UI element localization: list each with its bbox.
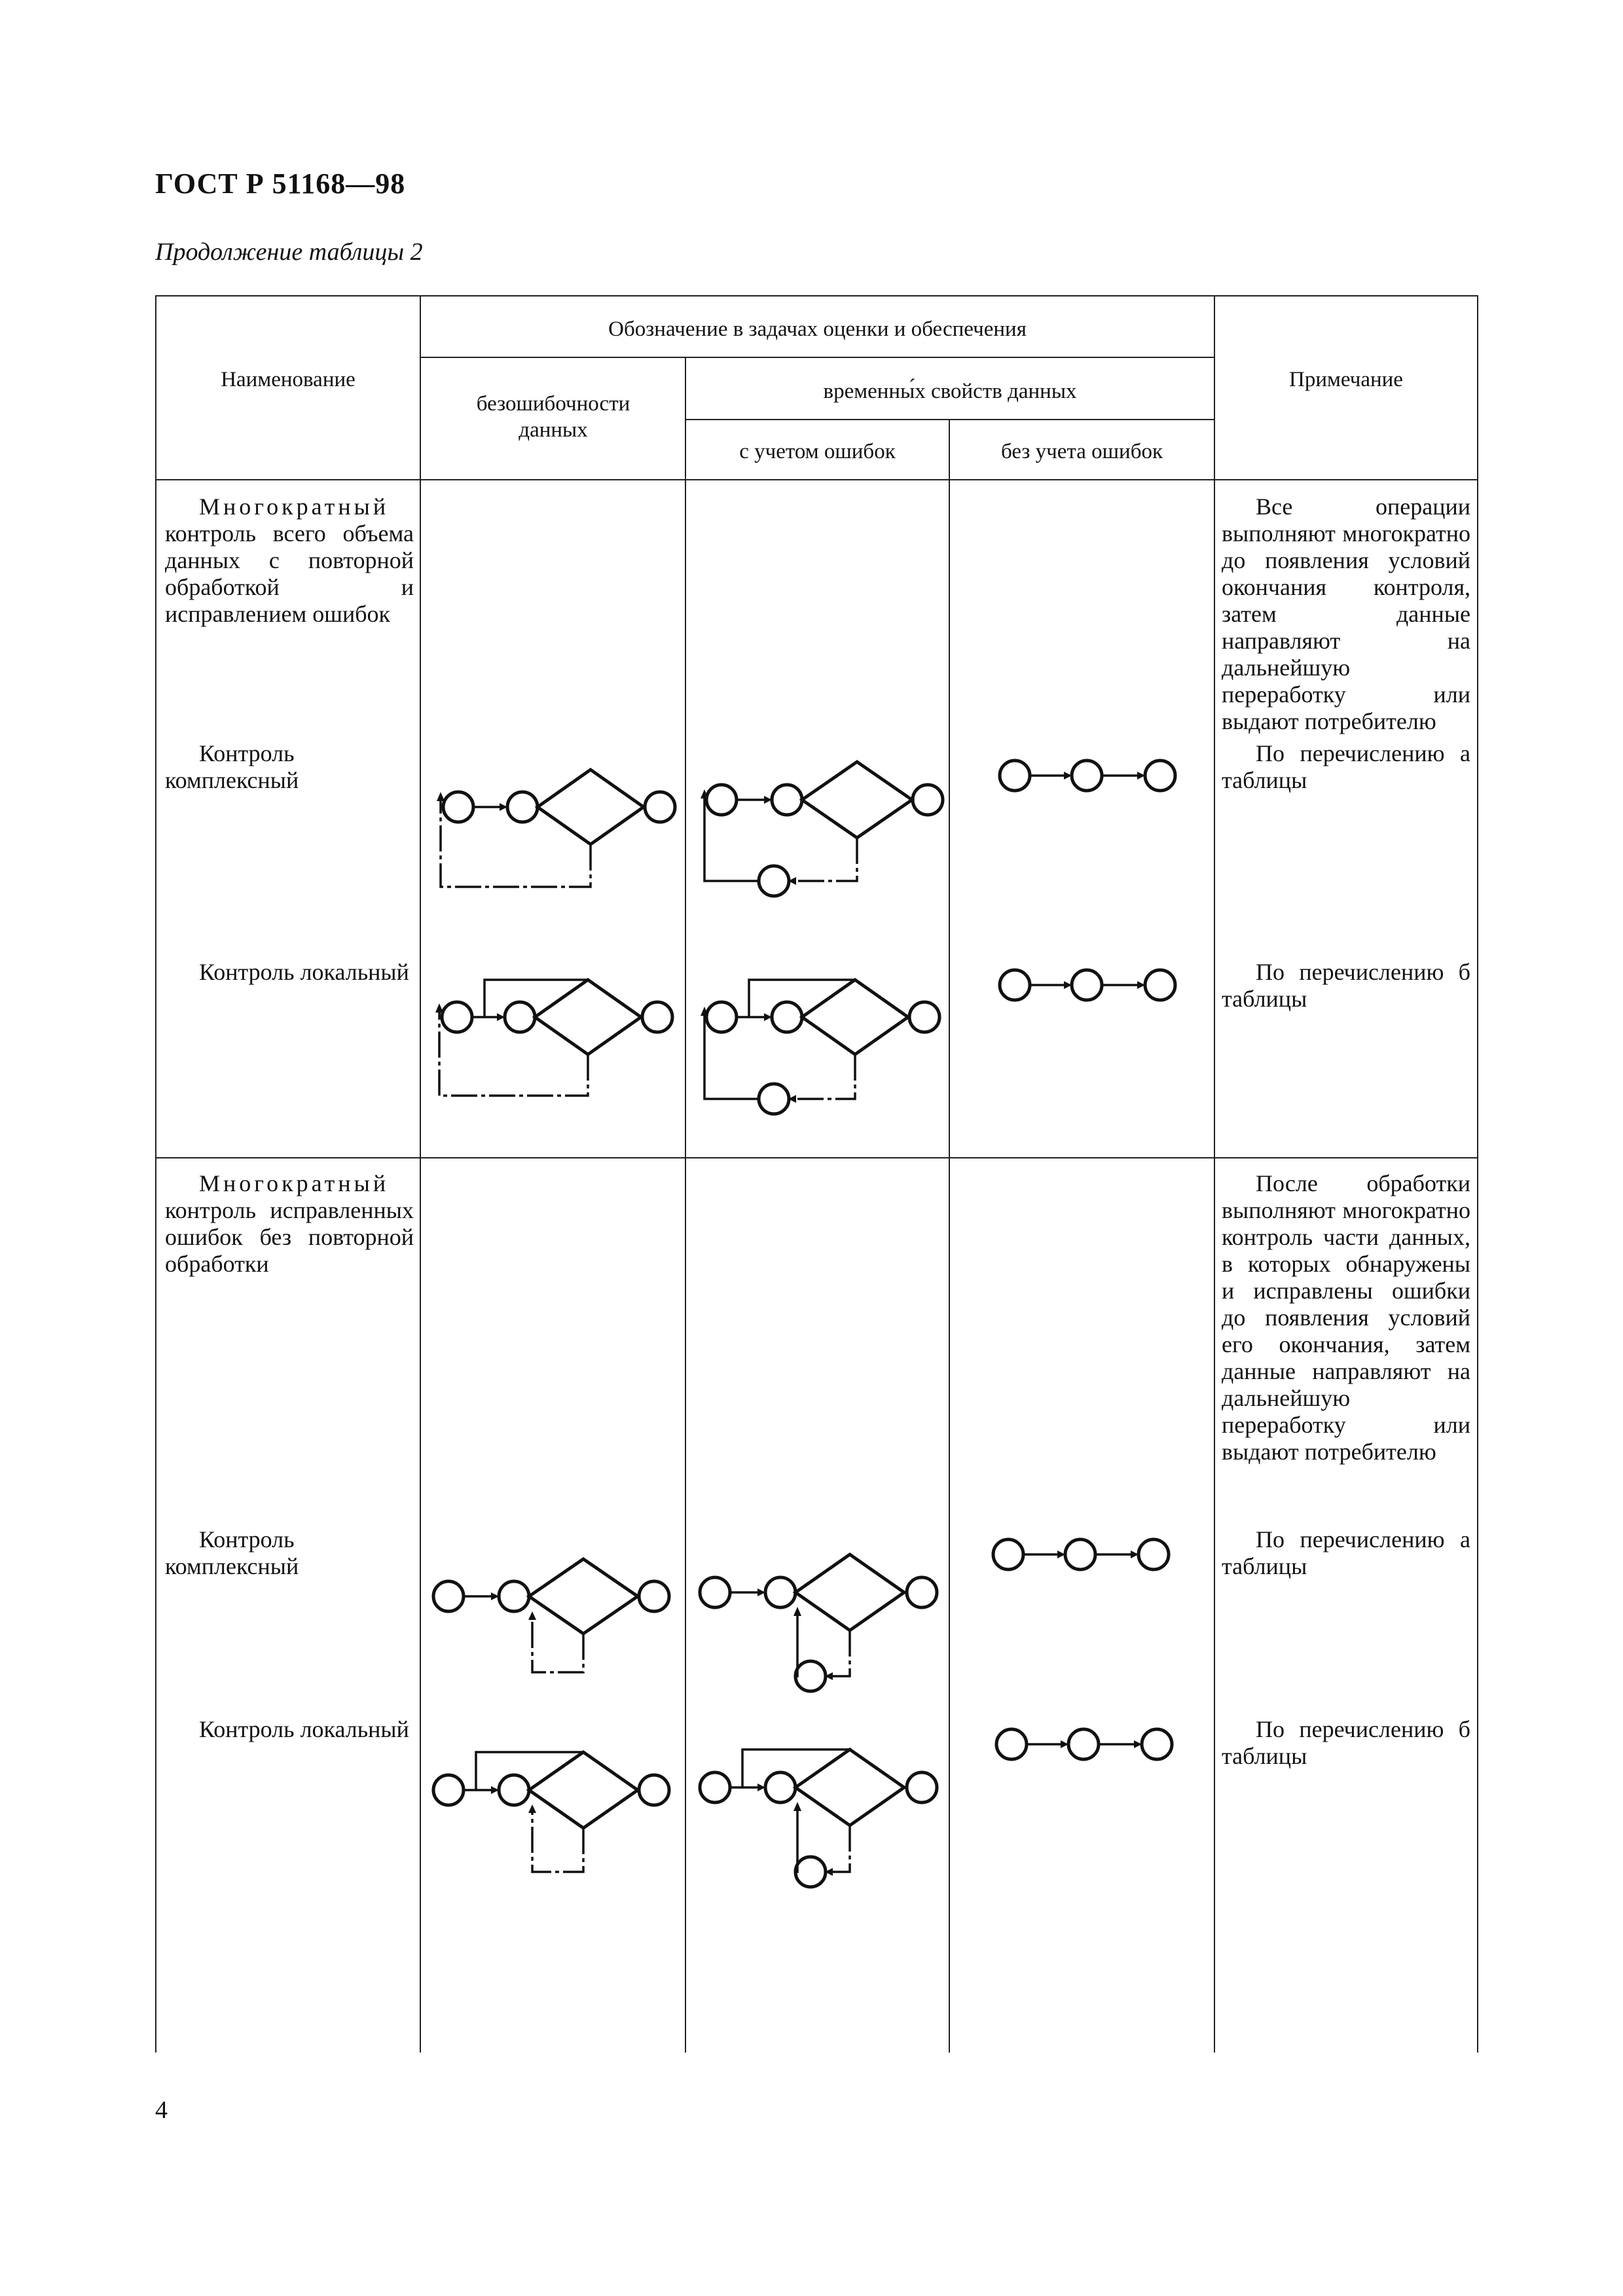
node-circle bbox=[1142, 1729, 1172, 1759]
arrowhead bbox=[437, 792, 445, 801]
node-circle bbox=[642, 1002, 672, 1032]
node-circle bbox=[913, 785, 943, 815]
col-separator-4 bbox=[1214, 295, 1215, 2053]
col-separator-1 bbox=[420, 295, 421, 2053]
feedback-line bbox=[439, 1011, 588, 1096]
node-circle bbox=[795, 1857, 826, 1887]
node-circle bbox=[1139, 1539, 1169, 1570]
feedback-line bbox=[532, 1810, 583, 1872]
col-separator-3 bbox=[949, 419, 950, 2053]
decision-diamond bbox=[802, 762, 912, 838]
section-separator bbox=[155, 1157, 1478, 1158]
section-1-row-2-name: Контроль локальный bbox=[199, 959, 409, 985]
decision-diamond bbox=[529, 1559, 638, 1634]
node-circle bbox=[907, 1577, 937, 1607]
diagram-s1-complex-with-errors bbox=[695, 753, 951, 897]
header-errorless: безошибочности данных bbox=[476, 392, 630, 442]
diagram-s2-complex-errorless bbox=[429, 1554, 678, 1685]
decision-diamond bbox=[529, 1752, 638, 1828]
section-1-title-word: Многократный bbox=[199, 493, 390, 520]
diagram-s2-complex-with-errors bbox=[693, 1548, 948, 1698]
node-circle bbox=[1065, 1539, 1095, 1570]
decision-diamond bbox=[802, 980, 908, 1054]
node-circle bbox=[700, 1577, 730, 1607]
arrowhead bbox=[793, 1607, 801, 1616]
section-1-note: Все операции выполняют многократно до появления условий окончания контроля, затем данные направляют на дальнейшую переработку или выдают потребителю bbox=[1222, 493, 1470, 734]
arrowhead bbox=[528, 1804, 536, 1813]
node-circle bbox=[433, 1581, 464, 1611]
table-border-top bbox=[155, 295, 1478, 296]
feedback-line bbox=[830, 1630, 850, 1676]
header-without-errors: без учета ошибок bbox=[1000, 440, 1163, 463]
feedback-line bbox=[441, 798, 591, 887]
node-circle bbox=[645, 792, 675, 822]
node-circle bbox=[996, 1729, 1027, 1759]
header-line-2 bbox=[685, 419, 1215, 420]
section-2-row-2-note: По перечислению б таблицы bbox=[1222, 1716, 1470, 1769]
node-circle bbox=[706, 1002, 737, 1032]
decision-diamond bbox=[538, 770, 644, 844]
diagram-s2-local-errorless bbox=[429, 1741, 678, 1885]
feedback-line bbox=[795, 1613, 797, 1676]
node-circle bbox=[1068, 1729, 1099, 1759]
section-2-note: После обработки выполняют многократно контроль части данных, в которых обнаружены и исправлены ошибки до появления условий его окончания, затем данные направляют на дальнейшую переработку или выдают потребителю bbox=[1222, 1170, 1470, 1465]
diagram-s1-local-with-errors bbox=[695, 970, 951, 1121]
node-circle bbox=[442, 1002, 472, 1032]
feedback-line bbox=[830, 1825, 850, 1872]
bypass-line bbox=[742, 1749, 850, 1787]
section-2-row-1-name: Контроль комплексный bbox=[165, 1526, 299, 1579]
diagram-s1-local-without-errors bbox=[989, 965, 1185, 1005]
arrowhead bbox=[435, 1003, 443, 1013]
table-border-left bbox=[155, 295, 156, 2053]
section-2-title bbox=[165, 1170, 414, 1278]
decision-diamond bbox=[535, 980, 641, 1054]
node-circle bbox=[505, 1002, 535, 1032]
node-circle bbox=[700, 1772, 730, 1803]
section-1-row-2-note: По перечислению б таблицы bbox=[1222, 959, 1470, 1012]
node-circle bbox=[639, 1775, 669, 1805]
node-circle bbox=[772, 785, 802, 815]
node-circle bbox=[772, 1002, 802, 1032]
feedback-line bbox=[793, 1054, 855, 1099]
node-circle bbox=[909, 1002, 939, 1032]
node-circle bbox=[507, 792, 538, 822]
node-circle bbox=[499, 1775, 529, 1805]
feedback-line bbox=[532, 1617, 583, 1672]
arrowhead bbox=[793, 1802, 801, 1811]
bypass-line bbox=[484, 980, 588, 1017]
header-temporal: временны́х свойств данных bbox=[823, 380, 1077, 403]
node-circle bbox=[759, 866, 789, 896]
section-1-title bbox=[165, 493, 414, 628]
header-name: Наименование bbox=[221, 368, 356, 391]
header-with-errors: с учетом ошибок bbox=[739, 440, 896, 463]
table-continuation-caption: Продолжение таблицы 2 bbox=[155, 238, 423, 266]
node-circle bbox=[765, 1577, 795, 1607]
node-circle bbox=[433, 1775, 464, 1805]
document-title: ГОСТ Р 51168—98 bbox=[155, 168, 406, 200]
node-circle bbox=[1072, 970, 1102, 1000]
diagram-s1-local-errorless bbox=[431, 975, 680, 1106]
node-circle bbox=[993, 1539, 1023, 1570]
section-1-row-1-name: Контроль комплексный bbox=[165, 740, 299, 793]
diagram-s2-local-without-errors bbox=[985, 1725, 1182, 1764]
page-number: 4 bbox=[155, 2096, 168, 2124]
decision-diamond bbox=[795, 1749, 904, 1825]
node-circle bbox=[1145, 761, 1175, 791]
node-circle bbox=[765, 1772, 795, 1803]
section-2-title-word: Многократный bbox=[199, 1170, 390, 1196]
diagram-s1-complex-without-errors bbox=[989, 756, 1185, 795]
feedback-line bbox=[795, 1808, 797, 1872]
decision-diamond bbox=[795, 1554, 904, 1630]
header-note: Примечание bbox=[1289, 368, 1403, 391]
node-circle bbox=[1000, 970, 1030, 1000]
section-1-title-rest: контроль всего объема данных с повторной обработкой и исправлением ошибок bbox=[165, 520, 414, 627]
node-circle bbox=[639, 1581, 669, 1611]
col-separator-2 bbox=[685, 357, 686, 2053]
diagram-s1-complex-errorless bbox=[432, 759, 681, 890]
node-circle bbox=[759, 1084, 789, 1114]
feedback-line bbox=[793, 838, 857, 881]
section-2-row-1-note: По перечислению а таблицы bbox=[1222, 1526, 1470, 1579]
bypass-line bbox=[476, 1752, 583, 1790]
node-circle bbox=[706, 785, 737, 815]
diagram-s2-complex-without-errors bbox=[982, 1535, 1178, 1574]
header-line-1 bbox=[420, 357, 1215, 358]
header-line-bottom bbox=[155, 479, 1478, 480]
arrowhead bbox=[528, 1611, 536, 1620]
node-circle bbox=[499, 1581, 529, 1611]
section-2-row-2-name: Контроль локальный bbox=[199, 1716, 409, 1742]
header-designation: Обозначение в задачах оценки и обеспечения bbox=[608, 317, 1027, 341]
node-circle bbox=[795, 1661, 826, 1691]
node-circle bbox=[443, 792, 473, 822]
node-circle bbox=[1072, 761, 1102, 791]
diagram-s2-local-with-errors bbox=[693, 1738, 948, 1895]
node-circle bbox=[907, 1772, 937, 1803]
node-circle bbox=[1145, 970, 1175, 1000]
table-border-right bbox=[1477, 295, 1478, 2053]
section-2-title-rest: контроль исправленных ошибок без повторной обработки bbox=[165, 1197, 414, 1277]
node-circle bbox=[1000, 761, 1030, 791]
section-1-row-1-note: По перечислению а таблицы bbox=[1222, 740, 1470, 793]
